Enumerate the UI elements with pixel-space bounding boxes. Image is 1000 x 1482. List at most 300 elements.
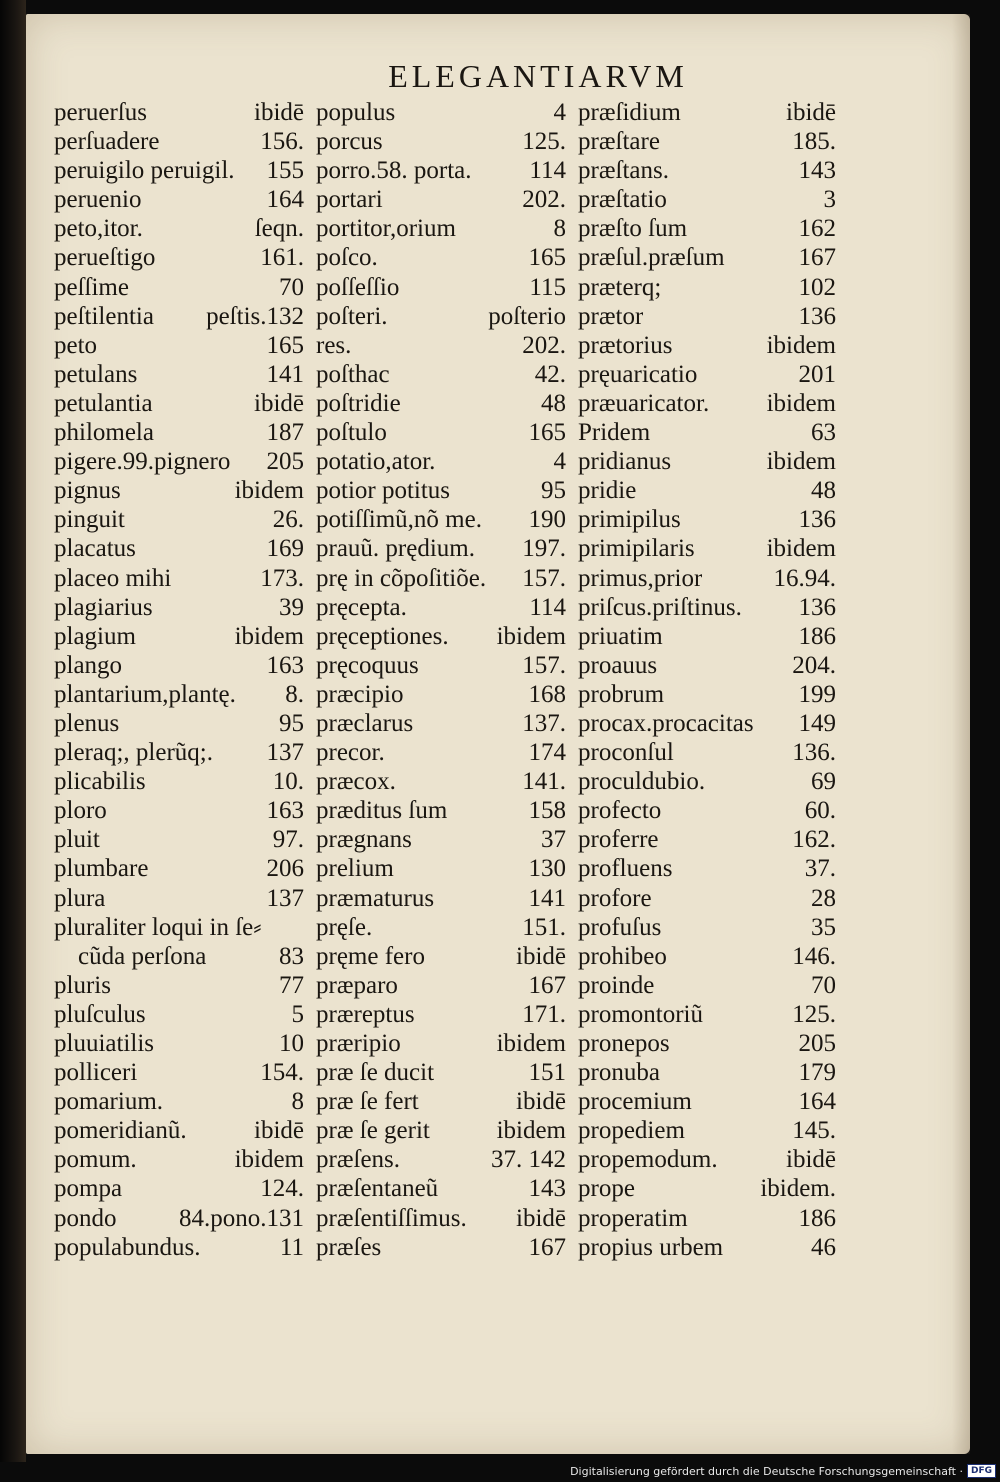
entry-page-ref: 186 <box>798 1204 836 1232</box>
index-entry <box>54 1145 304 1174</box>
entry-term: præripio <box>316 1030 401 1057</box>
entry-term: prauũ. prędium. <box>316 535 475 563</box>
index-entry <box>54 389 304 418</box>
index-entry <box>578 942 836 971</box>
entry-page-ref: ibidē <box>516 1088 566 1116</box>
entry-page-ref: 204. <box>792 651 836 679</box>
entry-term: præ ſe ducit <box>316 1059 435 1087</box>
entry-page-ref: 16.94. <box>773 564 836 592</box>
entry-term: poſtulo <box>316 419 387 447</box>
index-entry <box>578 302 836 331</box>
entry-term: præreptus <box>316 1000 415 1028</box>
index-entry <box>54 942 304 971</box>
index-entry <box>316 534 566 563</box>
index-entry <box>316 156 566 185</box>
entry-page-ref: 187 <box>266 419 304 447</box>
entry-term: pleraq;, plerũq;. <box>54 739 213 767</box>
entry-term: præſes <box>316 1233 382 1261</box>
entry-page-ref: ibidem <box>766 448 836 476</box>
entry-page-ref: 185. <box>792 128 836 156</box>
entry-term: profuſus <box>578 913 662 941</box>
entry-term: pronuba <box>578 1059 660 1087</box>
entry-term: placeo mihi <box>54 564 172 592</box>
scan-edge <box>0 0 26 1462</box>
entry-term: præ ſe fert <box>316 1088 419 1116</box>
entry-term: plicabilis <box>54 768 146 796</box>
entry-term: præparo <box>316 971 398 999</box>
index-entry <box>578 331 836 360</box>
entry-term: proinde <box>578 971 655 999</box>
index-entry <box>54 709 304 738</box>
entry-page-ref: 60. <box>804 797 836 825</box>
index-column-1 <box>54 98 304 1262</box>
entry-term: porro.58. porta. <box>316 157 472 185</box>
entry-page-ref: 10. <box>272 768 304 796</box>
entry-page-ref: ibidē <box>516 942 566 970</box>
entry-page-ref: 28 <box>811 884 836 912</box>
index-entry <box>54 98 304 127</box>
index-entry <box>54 331 304 360</box>
entry-page-ref: ibidem <box>234 1146 304 1174</box>
index-entry <box>316 389 566 418</box>
entry-page-ref: 143 <box>528 1175 566 1203</box>
entry-term: peto <box>54 331 98 359</box>
entry-term: proferre <box>578 826 659 854</box>
entry-term: profore <box>578 884 652 912</box>
index-entry <box>578 680 836 709</box>
index-entry <box>316 476 566 505</box>
entry-term: præmaturus <box>316 884 435 912</box>
entry-term: pręſe. <box>316 913 373 941</box>
entry-page-ref: 205 <box>798 1030 836 1057</box>
entry-term: præſentaneũ <box>316 1175 439 1203</box>
index-entry <box>54 360 304 389</box>
entry-term: præterq; <box>578 273 662 301</box>
entry-page-ref: 69 <box>811 768 836 796</box>
entry-page-ref: 26. <box>272 506 304 534</box>
entry-page-ref: 5 <box>291 1000 304 1028</box>
index-entry <box>316 738 566 767</box>
entry-page-ref: 164 <box>266 186 304 214</box>
index-entry <box>578 1000 836 1029</box>
entry-page-ref: 48 <box>811 477 836 505</box>
entry-page-ref: 162. <box>792 826 836 854</box>
entry-term: poſthac <box>316 360 390 388</box>
entry-page-ref: 114 <box>529 593 566 621</box>
entry-page-ref: 8 <box>553 215 566 243</box>
entry-page-ref: 141 <box>266 360 304 388</box>
entry-page-ref: ibidem <box>496 622 566 650</box>
entry-term: primus,prior <box>578 564 703 592</box>
index-entry <box>316 680 566 709</box>
index-entry <box>578 1087 836 1116</box>
entry-term: pridianus <box>578 448 672 476</box>
entry-page-ref: 151 <box>528 1059 566 1087</box>
entry-page-ref: 125. <box>792 1000 836 1028</box>
entry-page-ref: 37. 142 <box>491 1146 566 1174</box>
entry-term: præcox. <box>316 768 396 796</box>
entry-page-ref: 137. <box>522 709 566 737</box>
entry-term: prope <box>578 1175 635 1203</box>
index-entry <box>316 1000 566 1029</box>
entry-page-ref: 3 <box>823 186 836 214</box>
index-entry <box>578 767 836 796</box>
index-entry <box>54 418 304 447</box>
index-entry <box>54 243 304 272</box>
index-entry <box>578 534 836 563</box>
entry-term: pluuiatilis <box>54 1030 154 1057</box>
entry-term: peruigilo peruigil. <box>54 157 235 185</box>
index-entry <box>578 156 836 185</box>
entry-page-ref: 165 <box>266 331 304 359</box>
entry-term: res. <box>316 331 352 359</box>
index-entry <box>578 593 836 622</box>
book-page <box>26 14 970 1454</box>
index-entry <box>316 1087 566 1116</box>
index-entry <box>54 505 304 534</box>
entry-term: pluſculus <box>54 1000 146 1028</box>
entry-page-ref: ibidē <box>516 1204 566 1232</box>
index-entry <box>54 622 304 651</box>
entry-page-ref: 190 <box>528 506 566 534</box>
entry-term: probrum <box>578 680 665 708</box>
index-entry <box>316 127 566 156</box>
entry-term: poſſeſſio <box>316 273 400 301</box>
index-entry <box>578 185 836 214</box>
entry-term: pręuaricatio <box>578 360 698 388</box>
index-entry <box>316 593 566 622</box>
entry-term: pręceptiones. <box>316 622 449 650</box>
index-entry <box>316 564 566 593</box>
entry-page-ref: 10 <box>279 1030 304 1057</box>
entry-term: pompa <box>54 1175 123 1203</box>
entry-term: plagium <box>54 622 136 650</box>
entry-term: proauus <box>578 651 658 679</box>
entry-term: portitor,orium <box>316 215 456 243</box>
index-entry <box>578 854 836 883</box>
entry-page-ref: 77 <box>279 971 304 999</box>
entry-term: pomarium. <box>54 1088 164 1116</box>
index-entry <box>316 1116 566 1145</box>
entry-page-ref: 163 <box>266 797 304 825</box>
index-entry <box>316 1174 566 1203</box>
index-entry <box>316 273 566 302</box>
index-entry <box>54 302 304 331</box>
entry-page-ref: 115 <box>529 273 566 301</box>
entry-page-ref: 174 <box>528 739 566 767</box>
index-entry <box>578 389 836 418</box>
entry-term: pomeridianũ. <box>54 1117 187 1145</box>
entry-page-ref: 83 <box>279 942 304 970</box>
entry-page-ref: ibidē <box>254 1117 304 1145</box>
entry-term: proculdubio. <box>578 768 706 796</box>
index-entry <box>54 1233 304 1262</box>
entry-term: petulans <box>54 360 138 388</box>
index-entry <box>316 767 566 796</box>
entry-term: præſul.præſum <box>578 244 725 272</box>
index-entry <box>54 447 304 476</box>
entry-term: plumbare <box>54 855 149 883</box>
entry-term: properatim <box>578 1204 688 1232</box>
index-entry <box>578 214 836 243</box>
entry-page-ref: 4 <box>553 448 566 476</box>
entry-term: plenus <box>54 709 120 737</box>
entry-term: poſco. <box>316 244 378 272</box>
entry-page-ref: 171. <box>522 1000 566 1028</box>
entry-term: prę in cõpoſitiõe. <box>316 564 487 592</box>
entry-term: primipilaris <box>578 535 695 563</box>
entry-term: præclarus <box>316 709 414 737</box>
entry-term: peruenio <box>54 186 142 214</box>
entry-term: plantarium,plantę. <box>54 680 236 708</box>
entry-page-ref: ſeqn. <box>254 215 304 243</box>
entry-term: pigere.99.pignero <box>54 448 231 476</box>
index-entry <box>54 1116 304 1145</box>
entry-page-ref: 164 <box>798 1088 836 1116</box>
index-entry <box>578 505 836 534</box>
digitization-credit <box>570 1464 996 1478</box>
entry-page-ref: 8. <box>285 680 304 708</box>
entry-term: cũda perſona <box>78 942 207 970</box>
entry-term: prohibeo <box>578 942 667 970</box>
index-entry <box>54 767 304 796</box>
entry-page-ref: 197. <box>522 535 566 563</box>
entry-page-ref: 167 <box>528 1233 566 1261</box>
index-entry <box>316 622 566 651</box>
entry-term: profluens <box>578 855 673 883</box>
entry-term: populabundus. <box>54 1233 201 1261</box>
index-entry <box>54 476 304 505</box>
entry-page-ref: 37. <box>804 855 836 883</box>
index-entry <box>578 273 836 302</box>
index-entry <box>578 418 836 447</box>
entry-term: præſtare <box>578 128 660 156</box>
entry-term: Pridem <box>578 419 651 447</box>
entry-page-ref: 205 <box>266 448 304 476</box>
entry-page-ref: 95 <box>279 709 304 737</box>
entry-page-ref: poſterio <box>488 302 566 330</box>
entry-page-ref: 168 <box>528 680 566 708</box>
index-columns <box>54 98 844 1262</box>
index-entry <box>316 854 566 883</box>
index-entry <box>578 447 836 476</box>
entry-term: propemodum. <box>578 1146 718 1174</box>
index-entry <box>54 825 304 854</box>
entry-page-ref: 11 <box>279 1233 304 1261</box>
entry-term: plura <box>54 884 106 912</box>
entry-page-ref: 163 <box>266 651 304 679</box>
entry-term: peſſime <box>54 273 129 301</box>
index-entry <box>578 98 836 127</box>
entry-term: præ ſe gerit <box>316 1117 430 1145</box>
entry-term: pinguit <box>54 506 125 534</box>
entry-term: pręme fero <box>316 942 425 970</box>
entry-page-ref: ibidē <box>254 99 304 126</box>
entry-term: priſcus.priſtinus. <box>578 593 742 621</box>
index-entry <box>578 1116 836 1145</box>
index-entry <box>316 418 566 447</box>
index-entry <box>578 127 836 156</box>
entry-term: propediem <box>578 1117 685 1145</box>
index-entry <box>54 1174 304 1203</box>
index-entry <box>578 651 836 680</box>
entry-page-ref: 84.pono.131 <box>179 1204 304 1232</box>
index-entry <box>54 1058 304 1087</box>
entry-page-ref: 130 <box>528 855 566 883</box>
index-entry <box>54 1000 304 1029</box>
entry-term: potior potitus <box>316 477 451 505</box>
index-entry <box>54 156 304 185</box>
index-entry <box>316 360 566 389</box>
index-entry <box>316 942 566 971</box>
index-entry <box>578 1058 836 1087</box>
entry-term: primipilus <box>578 506 681 534</box>
entry-page-ref: 141. <box>522 768 566 796</box>
index-entry <box>54 796 304 825</box>
entry-term: pridie <box>578 477 637 505</box>
entry-term: precor. <box>316 739 385 767</box>
entry-page-ref: 137 <box>266 739 304 767</box>
entry-page-ref: 206 <box>266 855 304 883</box>
entry-page-ref: 151. <box>522 913 566 941</box>
entry-page-ref: 48 <box>541 389 566 417</box>
entry-page-ref: 70 <box>811 971 836 999</box>
entry-term: plango <box>54 651 123 679</box>
entry-page-ref: ibidē <box>786 1146 836 1174</box>
entry-page-ref: ibidem <box>766 389 836 417</box>
entry-page-ref: 125. <box>522 128 566 156</box>
entry-page-ref: 136 <box>798 506 836 534</box>
entry-term: populus <box>316 99 396 126</box>
entry-page-ref: 137 <box>266 884 304 912</box>
entry-page-ref: ibidem <box>496 1117 566 1145</box>
index-entry <box>316 1058 566 1087</box>
entry-page-ref: 37 <box>541 826 566 854</box>
index-entry <box>578 243 836 272</box>
entry-term: priuatim <box>578 622 663 650</box>
index-entry <box>316 505 566 534</box>
index-entry <box>54 564 304 593</box>
entry-page-ref: 146. <box>792 942 836 970</box>
entry-page-ref: 141 <box>528 884 566 912</box>
index-entry <box>578 825 836 854</box>
entry-term: procax.procacitas <box>578 709 754 737</box>
entry-term: placatus <box>54 535 136 563</box>
entry-term: præcipio <box>316 680 404 708</box>
index-entry <box>54 1029 304 1058</box>
index-entry <box>316 884 566 913</box>
entry-page-ref: 199 <box>798 680 836 708</box>
entry-term: præſtatio <box>578 186 667 214</box>
index-entry <box>54 680 304 709</box>
index-entry <box>316 825 566 854</box>
entry-term: prægnans <box>316 826 412 854</box>
entry-term: præſentiſſimus. <box>316 1204 467 1232</box>
index-entry <box>316 447 566 476</box>
entry-term: profecto <box>578 797 662 825</box>
entry-term: procemium <box>578 1088 692 1116</box>
entry-page-ref: 155 <box>266 157 304 185</box>
index-entry <box>578 884 836 913</box>
index-entry <box>316 302 566 331</box>
entry-page-ref: 156. <box>260 128 304 156</box>
entry-term: promontoriũ <box>578 1000 703 1028</box>
entry-page-ref: 136. <box>792 739 836 767</box>
entry-page-ref: ibidem <box>234 477 304 505</box>
entry-term: pronepos <box>578 1030 670 1057</box>
entry-term: pluris <box>54 971 111 999</box>
index-entry <box>578 913 836 942</box>
entry-page-ref: 35 <box>811 913 836 941</box>
index-entry <box>54 913 304 942</box>
index-entry <box>316 185 566 214</box>
index-entry <box>316 98 566 127</box>
entry-term: pręcepta. <box>316 593 407 621</box>
entry-term: pignus <box>54 477 121 505</box>
entry-page-ref: ibidē <box>254 389 304 417</box>
index-column-2 <box>316 98 566 1262</box>
entry-term: præuaricator. <box>578 389 710 417</box>
index-entry <box>578 360 836 389</box>
entry-page-ref: 102 <box>798 273 836 301</box>
entry-page-ref: ibidem <box>766 331 836 359</box>
index-entry <box>54 534 304 563</box>
entry-page-ref: peſtis.132 <box>206 302 304 330</box>
entry-term: poſtridie <box>316 389 401 417</box>
entry-page-ref: 136 <box>798 302 836 330</box>
entry-page-ref: 63 <box>811 419 836 447</box>
entry-term: perſuadere <box>54 128 160 156</box>
index-entry <box>316 796 566 825</box>
index-entry <box>578 709 836 738</box>
entry-page-ref: 167 <box>798 244 836 272</box>
entry-term: pomum. <box>54 1146 137 1174</box>
entry-page-ref: ibidem. <box>760 1175 836 1203</box>
entry-term: philomela <box>54 419 154 447</box>
index-entry <box>578 1145 836 1174</box>
entry-page-ref: 114 <box>529 157 566 185</box>
entry-page-ref: 162 <box>798 215 836 243</box>
entry-page-ref: 186 <box>798 622 836 650</box>
entry-page-ref: 4 <box>553 99 566 126</box>
entry-term: pluit <box>54 826 100 854</box>
entry-page-ref: 165 <box>528 419 566 447</box>
index-entry <box>316 1204 566 1233</box>
index-entry <box>54 214 304 243</box>
entry-term: præſto ſum <box>578 215 688 243</box>
dfg-logo: DFG <box>967 1464 996 1478</box>
entry-term: perueſtigo <box>54 244 156 272</box>
entry-term: portari <box>316 186 383 214</box>
entry-page-ref: ibidē <box>786 99 836 126</box>
entry-term: pondo <box>54 1204 117 1232</box>
entry-page-ref: 70 <box>279 273 304 301</box>
entry-page-ref: 143 <box>798 157 836 185</box>
entry-term: peſtilentia <box>54 302 154 330</box>
entry-page-ref: 124. <box>260 1175 304 1203</box>
index-entry <box>54 884 304 913</box>
index-entry <box>578 738 836 767</box>
entry-term: petulantia <box>54 389 153 417</box>
entry-page-ref: 46 <box>811 1233 836 1261</box>
entry-page-ref: 158 <box>528 797 566 825</box>
entry-term: prætor <box>578 302 644 330</box>
index-entry <box>578 796 836 825</box>
entry-term: peto,itor. <box>54 215 143 243</box>
entry-term: prætorius <box>578 331 673 359</box>
entry-page-ref: 136 <box>798 593 836 621</box>
index-entry <box>316 214 566 243</box>
